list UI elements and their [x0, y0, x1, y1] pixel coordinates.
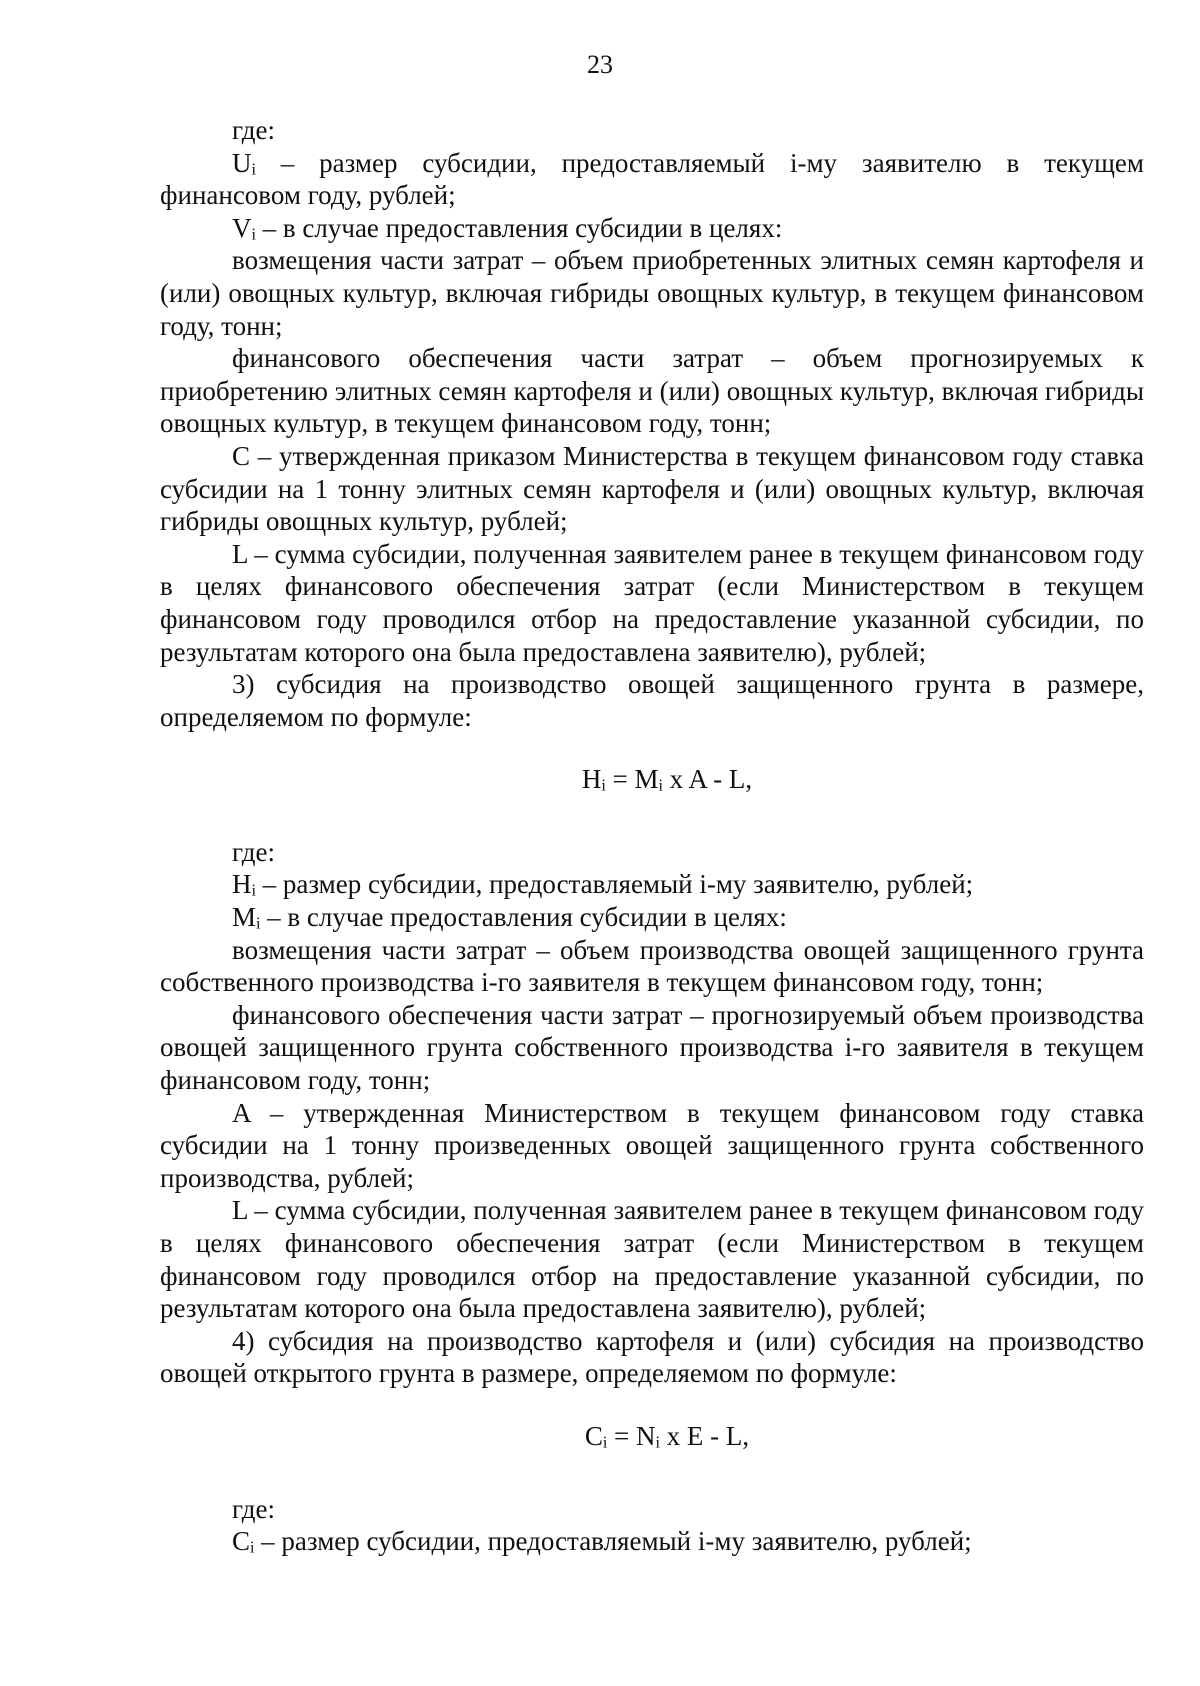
- page-number: 23: [587, 50, 613, 79]
- paragraph-where-3: где:: [232, 1493, 275, 1524]
- paragraph-vi-definition: Vᵢ – в случае предоставления субсидии в целях:: [232, 212, 783, 243]
- formula-hi: Hᵢ = Mᵢ x A - L,: [581, 764, 753, 795]
- paragraph-mi-financing: финансового обеспечения части затрат – прогнозируемый объем производства овощей защищенного грунта собственного производства i-го заявителя в текущем финансовом году, тонн;: [160, 999, 1144, 1096]
- document-body: [160, 114, 1144, 1558]
- paragraph-where-2: где:: [232, 836, 275, 867]
- formula-ci: Cᵢ = Nᵢ x E - L,: [584, 1420, 750, 1451]
- paragraph-mi-reimbursement: возмещения части затрат – объем производства овощей защищенного грунта собственного производства i-го заявителя в текущем финансовом году, тонн;: [160, 934, 1144, 998]
- paragraph-a-definition: A – утвержденная Министерством в текущем финансовом году ставка субсидии на 1 тонну произведенных овощей защищенного грунта собственного производства, рублей;: [160, 1097, 1144, 1193]
- paragraph-vi-reimbursement: возмещения части затрат – объем приобретенных элитных семян картофеля и (или) овощных культур, включая гибриды овощных культур, в текущем финансовом году, тонн;: [160, 245, 1144, 341]
- paragraph-item-3: 3) субсидия на производство овощей защищенного грунта в размере, определяемом по формуле:: [160, 669, 1144, 732]
- paragraph-hi-definition: Hᵢ – размер субсидии, предоставляемый i-му заявителю, рублей;: [232, 869, 974, 900]
- paragraph-vi-financing: финансового обеспечения части затрат – объем прогнозируемых к приобретению элитных семян картофеля и (или) овощных культур, включая гибриды овощных культур, в текущем финансовом году, тонн;: [160, 343, 1144, 439]
- paragraph-l-definition-2: L – сумма субсидии, полученная заявителем ранее в текущем финансовом году в целях финансового обеспечения затрат (если Министерством в текущем финансовом году проводился отбор на предоставление указанной субсидии, по результатам которого она была предоставлена заявителю), рублей;: [160, 1195, 1144, 1324]
- paragraph-ci-definition: Cᵢ – размер субсидии, предоставляемый i-му заявителю, рублей;: [232, 1526, 972, 1557]
- paragraph-mi-definition: Mᵢ – в случае предоставления субсидии в целях:: [232, 902, 787, 933]
- paragraph-c-definition: C – утвержденная приказом Министерства в текущем финансовом году ставка субсидии на 1 тонну элитных семян картофеля и (или) овощных культур, включая гибриды овощных культур, рублей;: [160, 440, 1144, 537]
- paragraph-l-definition-1: L – сумма субсидии, полученная заявителем ранее в текущем финансовом году в целях финансового обеспечения затрат (если Министерством в текущем финансовом году проводился отбор на предоставление указанной субсидии, по результатам которого она была предоставлена заявителю), рублей;: [160, 538, 1144, 667]
- paragraph-ui-definition: Uᵢ – размер субсидии, предоставляемый i-му заявителю в текущем финансовом году, рублей;: [160, 147, 1144, 211]
- paragraph-where-1: где:: [232, 115, 275, 145]
- paragraph-item-4: 4) субсидия на производство картофеля и (или) субсидия на производство овощей открытого грунта в размере, определяемом по формуле:: [160, 1325, 1144, 1389]
